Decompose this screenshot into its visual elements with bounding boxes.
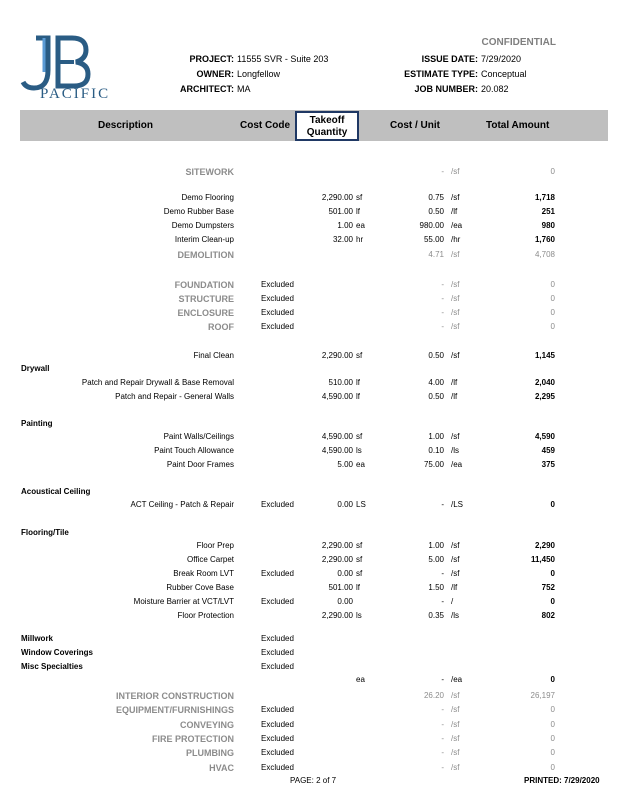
section-row [0,748,627,760]
description-cell: Demo Flooring [181,193,234,202]
group-row [0,419,627,431]
per-unit-cell: /sf [451,555,460,564]
table-row [0,392,627,404]
owner-label: OWNER: [196,69,234,79]
cost-unit-cell: - [441,705,444,714]
col-cost-unit: Cost / Unit [390,120,440,131]
cost-code-cell: Excluded [261,763,294,772]
total-amount-cell: 0 [550,280,555,289]
job-number-label: JOB NUMBER: [414,84,478,94]
total-amount-cell: 0 [550,308,555,317]
description-cell: Interim Clean-up [174,235,234,244]
unit-cell: ea [356,675,365,684]
total-amount-cell: 0 [550,734,555,743]
group-row [0,528,627,540]
cost-unit-cell: 1.00 [428,432,444,441]
cost-unit-cell: 5.00 [428,555,444,564]
total-amount-cell: 0 [550,167,555,176]
total-amount-cell: 0 [550,294,555,303]
quantity-cell: 501.00 [328,583,353,592]
per-unit-cell: /lf [451,207,458,216]
quantity-cell: 4,590.00 [321,392,353,401]
cost-code-cell: Excluded [261,634,294,643]
table-row [0,460,627,472]
total-amount-cell: 2,040 [534,378,555,387]
per-unit-cell: /sf [451,280,460,289]
quantity-cell: 501.00 [328,207,353,216]
group-row [0,364,627,376]
total-amount-cell: 802 [541,611,555,620]
description-cell: Office Carpet [187,555,234,564]
cost-unit-cell: - [441,167,444,176]
description-cell: INTERIOR CONSTRUCTION [116,691,234,701]
unit-cell: sf [356,351,363,360]
section-row [0,167,627,179]
description-cell: Demo Dumpsters [171,221,234,230]
cost-unit-cell: - [441,280,444,289]
col-takeoff-quantity [295,111,359,141]
quantity-cell: 510.00 [328,378,353,387]
issue-date-label: ISSUE DATE: [421,54,478,64]
total-amount-cell: 0 [550,675,555,684]
cost-unit-cell: 0.50 [428,392,444,401]
per-unit-cell: /lf [451,583,458,592]
confidential-label: CONFIDENTIAL [481,37,556,48]
table-row [0,569,627,581]
cost-unit-cell: 75.00 [423,460,444,469]
total-amount-cell: 1,718 [534,193,555,202]
total-amount-cell: 0 [550,597,555,606]
group-heading: Window Coverings [21,648,93,657]
total-amount-cell: 26,197 [530,691,555,700]
description-cell: Paint Door Frames [166,460,234,469]
total-amount-cell: 0 [550,720,555,729]
estimate-type-value: Conceptual [481,69,527,79]
total-amount-cell: 1,145 [534,351,555,360]
description-cell: Moisture Barrier at VCT/LVT [133,597,234,606]
project-value: 11555 SVR - Suite 203 [237,54,329,64]
estimate-type-label: ESTIMATE TYPE: [404,69,478,79]
cost-code-cell: Excluded [261,662,294,671]
total-amount-cell: 0 [550,500,555,509]
section-row [0,720,627,732]
cost-unit-cell: 26.20 [423,691,444,700]
per-unit-cell: /lf [451,392,458,401]
cost-unit-cell: - [441,308,444,317]
cost-unit-cell: - [441,322,444,331]
col-cost-code: Cost Code [240,120,290,131]
unit-cell: hr [356,235,364,244]
unit-cell: sf [356,555,363,564]
cost-unit-cell: 4.71 [428,250,444,259]
per-unit-cell: /sf [451,541,460,550]
per-unit-cell: /sf [451,691,460,700]
description-cell: HVAC [209,763,234,773]
group-heading: Millwork [21,634,54,643]
cost-code-cell: Excluded [261,569,294,578]
unit-cell: ls [356,611,362,620]
description-cell: ROOF [208,322,234,332]
cost-unit-cell: 0.75 [428,193,444,202]
cost-code-cell: Excluded [261,648,294,657]
cost-code-cell: Excluded [261,294,294,303]
per-unit-cell: /ea [451,675,463,684]
group-row [0,648,627,660]
section-row [0,322,627,334]
total-amount-cell: 752 [541,583,555,592]
quantity-cell: 1.00 [337,221,353,230]
total-amount-cell: 0 [550,705,555,714]
per-unit-cell: /sf [451,322,460,331]
description-cell: STRUCTURE [178,294,234,304]
description-cell: Demo Rubber Base [163,207,234,216]
section-row [0,308,627,320]
total-amount-cell: 4,590 [534,432,555,441]
total-amount-cell: 11,450 [530,555,555,564]
architect-label: ARCHITECT: [180,84,234,94]
cost-unit-cell: - [441,597,444,606]
unit-cell: sf [356,193,363,202]
issue-date-value: 7/29/2020 [481,54,522,64]
description-cell: Paint Walls/Ceilings [163,432,234,441]
per-unit-cell: /ea [451,221,463,230]
cost-code-cell: Excluded [261,280,294,289]
description-cell: Final Clean [193,351,234,360]
unit-cell: ea [356,460,365,469]
description-cell: Floor Prep [196,541,234,550]
total-amount-cell: 0 [550,748,555,757]
quantity-cell: 2,290.00 [321,541,353,550]
description-cell: CONVEYING [179,720,234,730]
description-cell: Patch and Repair - General Walls [115,392,234,401]
total-amount-cell: 0 [550,322,555,331]
cost-unit-cell: - [441,294,444,303]
description-cell: Rubber Cove Base [166,583,234,592]
cost-unit-cell: - [441,675,444,684]
description-cell: Break Room LVT [173,569,234,578]
table-row [0,541,627,553]
cost-unit-cell: 1.50 [428,583,444,592]
total-amount-cell: 459 [541,446,555,455]
table-row [0,432,627,444]
unit-cell: lf [356,583,360,592]
cost-unit-cell: 1.00 [428,541,444,550]
architect-value: MA [237,84,251,94]
table-row [0,193,627,205]
col-total-amount: Total Amount [486,120,550,131]
total-amount-cell: 2,290 [534,541,555,550]
description-cell: Patch and Repair Drywall & Base Removal [81,378,234,387]
owner-value: Longfellow [237,69,281,79]
printed-date: PRINTED: 7/29/2020 [524,776,600,785]
per-unit-cell: /sf [451,294,460,303]
unit-cell: LS [356,500,366,509]
per-unit-cell: /ea [451,460,463,469]
per-unit-cell: /sf [451,569,460,578]
page-number: PAGE: 2 of 7 [290,776,337,785]
table-row [0,235,627,247]
cost-code-cell: Excluded [261,705,294,714]
col-takeoff-line1: Takeoff [309,115,345,126]
per-unit-cell: /sf [451,720,460,729]
table-row [0,207,627,219]
unit-cell: lf [356,207,360,216]
per-unit-cell: /sf [451,351,460,360]
total-amount-cell: 0 [550,763,555,772]
cost-unit-cell: 4.00 [428,378,444,387]
quantity-cell: 2,290.00 [321,193,353,202]
cost-unit-cell: - [441,748,444,757]
section-row [0,280,627,292]
cost-unit-cell: 0.50 [428,207,444,216]
section-row [0,294,627,306]
per-unit-cell: /ls [451,611,459,620]
per-unit-cell: /sf [451,734,460,743]
group-heading: Flooring/Tile [21,528,69,537]
cost-code-cell: Excluded [261,734,294,743]
table-row [0,583,627,595]
section-row [0,705,627,717]
quantity-cell: 4,590.00 [321,432,353,441]
cost-unit-cell: - [441,734,444,743]
quantity-cell: 0.00 [337,597,353,606]
project-label: PROJECT: [189,54,234,64]
per-unit-cell: /LS [451,500,464,509]
cost-code-cell: Excluded [261,322,294,331]
per-unit-cell: /sf [451,193,460,202]
job-number-value: 20.082 [481,84,509,94]
description-cell: Paint Touch Allowance [154,446,234,455]
unit-cell: sf [356,541,363,550]
quantity-cell: 2,290.00 [321,351,353,360]
cost-code-cell: Excluded [261,748,294,757]
total-amount-cell: 0 [550,569,555,578]
group-heading: Painting [21,419,53,428]
cost-unit-cell: 55.00 [423,235,444,244]
per-unit-cell: / [451,597,454,606]
group-heading: Drywall [21,364,50,373]
cost-unit-cell: 0.35 [428,611,444,620]
description-cell: EQUIPMENT/FURNISHINGS [115,705,234,715]
per-unit-cell: /lf [451,378,458,387]
per-unit-cell: /sf [451,308,460,317]
total-amount-cell: 375 [541,460,555,469]
per-unit-cell: /sf [451,748,460,757]
per-unit-cell: /sf [451,167,460,176]
col-description: Description [98,120,154,131]
per-unit-cell: /hr [451,235,461,244]
description-cell: Floor Protection [177,611,234,620]
table-row [0,611,627,623]
unit-cell: ea [356,221,365,230]
cost-unit-cell: 980.00 [419,221,444,230]
table-row [0,351,627,363]
table-row [0,221,627,233]
group-row [0,634,627,646]
per-unit-cell: /sf [451,705,460,714]
unit-cell: sf [356,569,363,578]
unit-cell: lf [356,378,360,387]
per-unit-cell: /sf [451,763,460,772]
table-row [0,378,627,390]
unit-cell: sf [356,432,363,441]
per-unit-cell: /sf [451,250,460,259]
description-cell: DEMOLITION [177,250,234,260]
cost-unit-cell: - [441,763,444,772]
total-amount-cell: 2,295 [534,392,555,401]
cost-code-cell: Excluded [261,597,294,606]
cost-unit-cell: - [441,569,444,578]
quantity-cell: 5.00 [337,460,353,469]
table-row [0,597,627,609]
company-name: PACIFIC [40,86,111,102]
total-amount-cell: 980 [541,221,555,230]
group-heading: Misc Specialties [21,662,83,671]
cost-unit-cell: 0.50 [428,351,444,360]
description-cell: ENCLOSURE [177,308,234,318]
section-row [0,250,627,262]
cost-unit-cell: 0.10 [428,446,444,455]
col-takeoff-line2: Quantity [306,127,348,138]
group-row [0,487,627,499]
group-row [0,662,627,674]
group-heading: Acoustical Ceiling [21,487,91,496]
cost-code-cell: Excluded [261,500,294,509]
quantity-cell: 0.00 [337,569,353,578]
section-row [0,691,627,703]
quantity-cell: 2,290.00 [321,611,353,620]
description-cell: PLUMBING [186,748,234,758]
description-cell: FIRE PROTECTION [151,734,234,744]
total-amount-cell: 4,708 [534,250,555,259]
table-row [0,555,627,567]
unit-cell: lf [356,392,360,401]
quantity-cell: 32.00 [332,235,353,244]
cost-unit-cell: - [441,500,444,509]
cost-code-cell: Excluded [261,308,294,317]
per-unit-cell: /sf [451,432,460,441]
total-amount-cell: 251 [541,207,555,216]
section-row [0,763,627,775]
description-cell: SITEWORK [185,167,234,177]
description-cell: ACT Ceiling - Patch & Repair [130,500,234,509]
description-cell: FOUNDATION [174,280,234,290]
table-row [0,446,627,458]
quantity-cell: 2,290.00 [321,555,353,564]
quantity-cell: 4,590.00 [321,446,353,455]
cost-unit-cell: - [441,720,444,729]
section-row [0,734,627,746]
total-amount-cell: 1,760 [534,235,555,244]
table-row [0,675,627,687]
per-unit-cell: /ls [451,446,459,455]
cost-code-cell: Excluded [261,720,294,729]
unit-cell: ls [356,446,362,455]
quantity-cell: 0.00 [337,500,353,509]
table-row [0,500,627,512]
